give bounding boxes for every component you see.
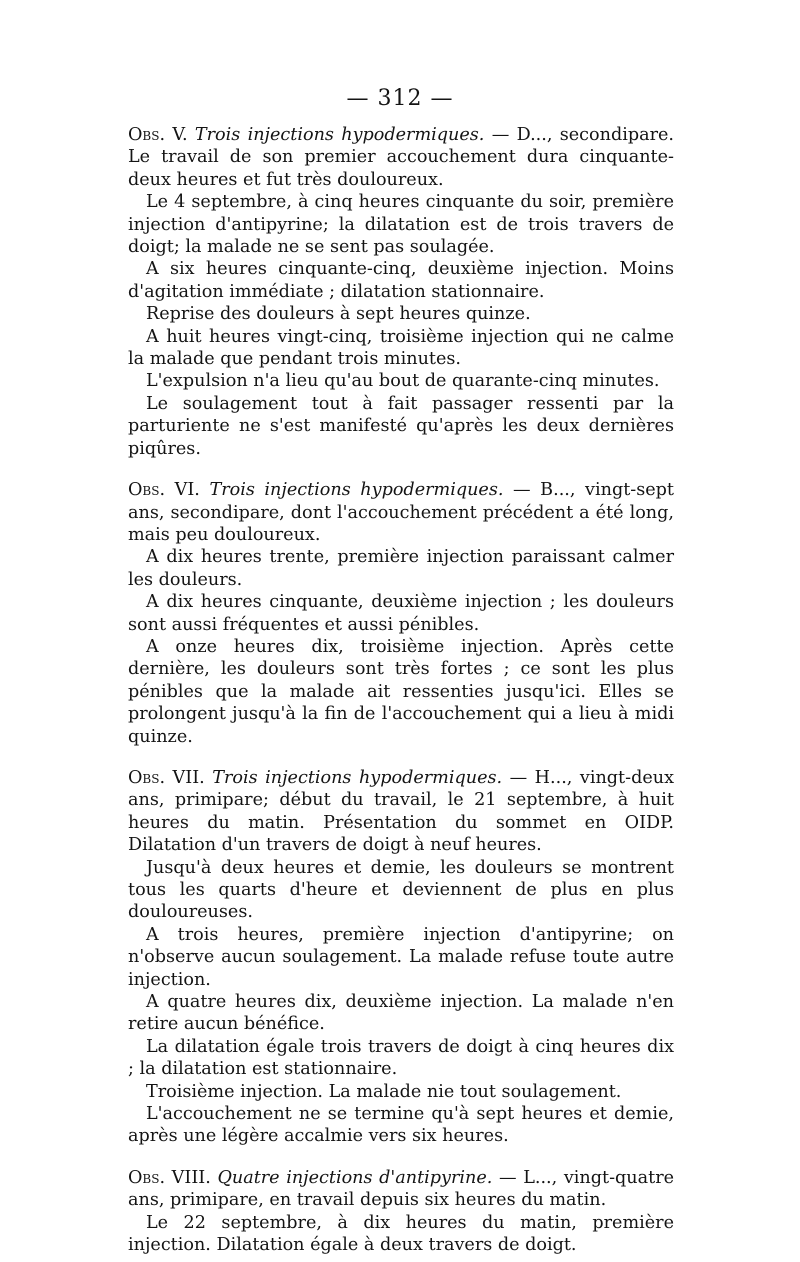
observation-lead: — L..., vingt-quatre ans, primipare, en travail depuis six heures du matin. (128, 1167, 675, 1211)
observation-label: Obs. VII. (128, 767, 205, 788)
observation-7 (128, 767, 674, 1148)
observation-title: Quatre injections d'antipyrine. (217, 1167, 493, 1188)
page-number: — 312 — (346, 86, 454, 111)
paragraph: La dilatation égale trois travers de doigt à cinq heures dix ; la dilatation est stationnaire. (128, 1036, 674, 1080)
observation-heading (128, 124, 674, 191)
observation-8 (128, 1167, 674, 1257)
paragraph: Reprise des douleurs à sept heures quinze. (146, 304, 531, 325)
paragraph: L'accouchement ne se termine qu'à sept heures et demie, après une légère accalmie vers six heures. (128, 1104, 674, 1147)
observation-title: Trois injections hypodermiques. (209, 480, 504, 501)
paragraph: L'expulsion n'a lieu qu'au bout de quarante-cinq minutes. (146, 371, 660, 392)
body-text (128, 124, 674, 1257)
paragraph: A quatre heures dix, deuxième injection. La malade n'en retire aucun bénéfice. (128, 992, 674, 1035)
observation-heading (128, 767, 674, 857)
paragraph: Le 22 septembre, à dix heures du matin, première injection. Dilatation égale à deux travers de doigt. (128, 1212, 674, 1256)
observation-lead: — B..., vingt-sept ans, secondipare, dont l'accouchement précédent a été long, mais peu douloureux. (128, 480, 674, 545)
observation-label: Obs. VIII. (128, 1167, 211, 1188)
paragraph: A trois heures, première injection d'antipyrine; on n'observe aucun soulagement. La malade refuse toute autre injection. (128, 924, 674, 990)
paragraph: Jusqu'à deux heures et demie, les douleurs se montrent tous les quarts d'heure et deviennent de plus en plus douloureuses. (128, 857, 674, 923)
observation-5 (128, 124, 674, 460)
paragraph: A dix heures trente, première injection paraissant calmer les douleurs. (128, 547, 674, 590)
paragraph: A dix heures cinquante, deuxième injection ; les douleurs sont aussi fréquentes et aussi pénibles. (128, 592, 674, 635)
paragraph: Le 4 septembre, à cinq heures cinquante du soir, première injection d'antipyrine; la dilatation est de trois travers de doigt; la malade ne se sent pas soulagée. (128, 192, 674, 258)
paragraph: A six heures cinquante-cinq, deuxième injection. Moins d'agitation immédiate ; dilatation stationnaire. (128, 259, 674, 302)
paragraph: A huit heures vingt-cinq, troisième injection qui ne calme la malade que pendant trois minutes. (128, 326, 674, 370)
observation-heading (128, 479, 674, 546)
paragraph: Troisième injection. La malade nie tout soulagement. (146, 1081, 622, 1102)
observation-label: Obs. V. (128, 125, 188, 145)
paragraph: A onze heures dix, troisième injection. Après cette dernière, les douleurs sont très fortes ; ce sont les plus pénibles que la malade ait ressenties jusqu'ici. Elles se prolongent jusqu'à la fin de l'accouchement qui a lieu à midi quinze. (128, 636, 674, 747)
observation-label: Obs. VI. (128, 480, 200, 501)
observation-lead: — H..., vingt-deux ans, primipare; début du travail, le 21 septembre, à huit heures du matin. Présentation du sommet en OIDP. Dilatation d'un travers de doigt à neuf heures. (128, 767, 674, 856)
observation-title: Trois injections hypodermiques. (212, 767, 503, 788)
observation-6 (128, 479, 674, 748)
paragraph: Le soulagement tout à fait passager ressenti par la parturiente ne s'est manifesté qu'après les deux dernières piqûres. (128, 393, 674, 459)
observation-title: Trois injections hypodermiques. (194, 125, 485, 145)
observation-heading (128, 1167, 674, 1212)
observation-lead: — D..., secondipare. Le travail de son premier accouchement dura cinquante-deux heures et fut très douloureux. (128, 125, 675, 190)
